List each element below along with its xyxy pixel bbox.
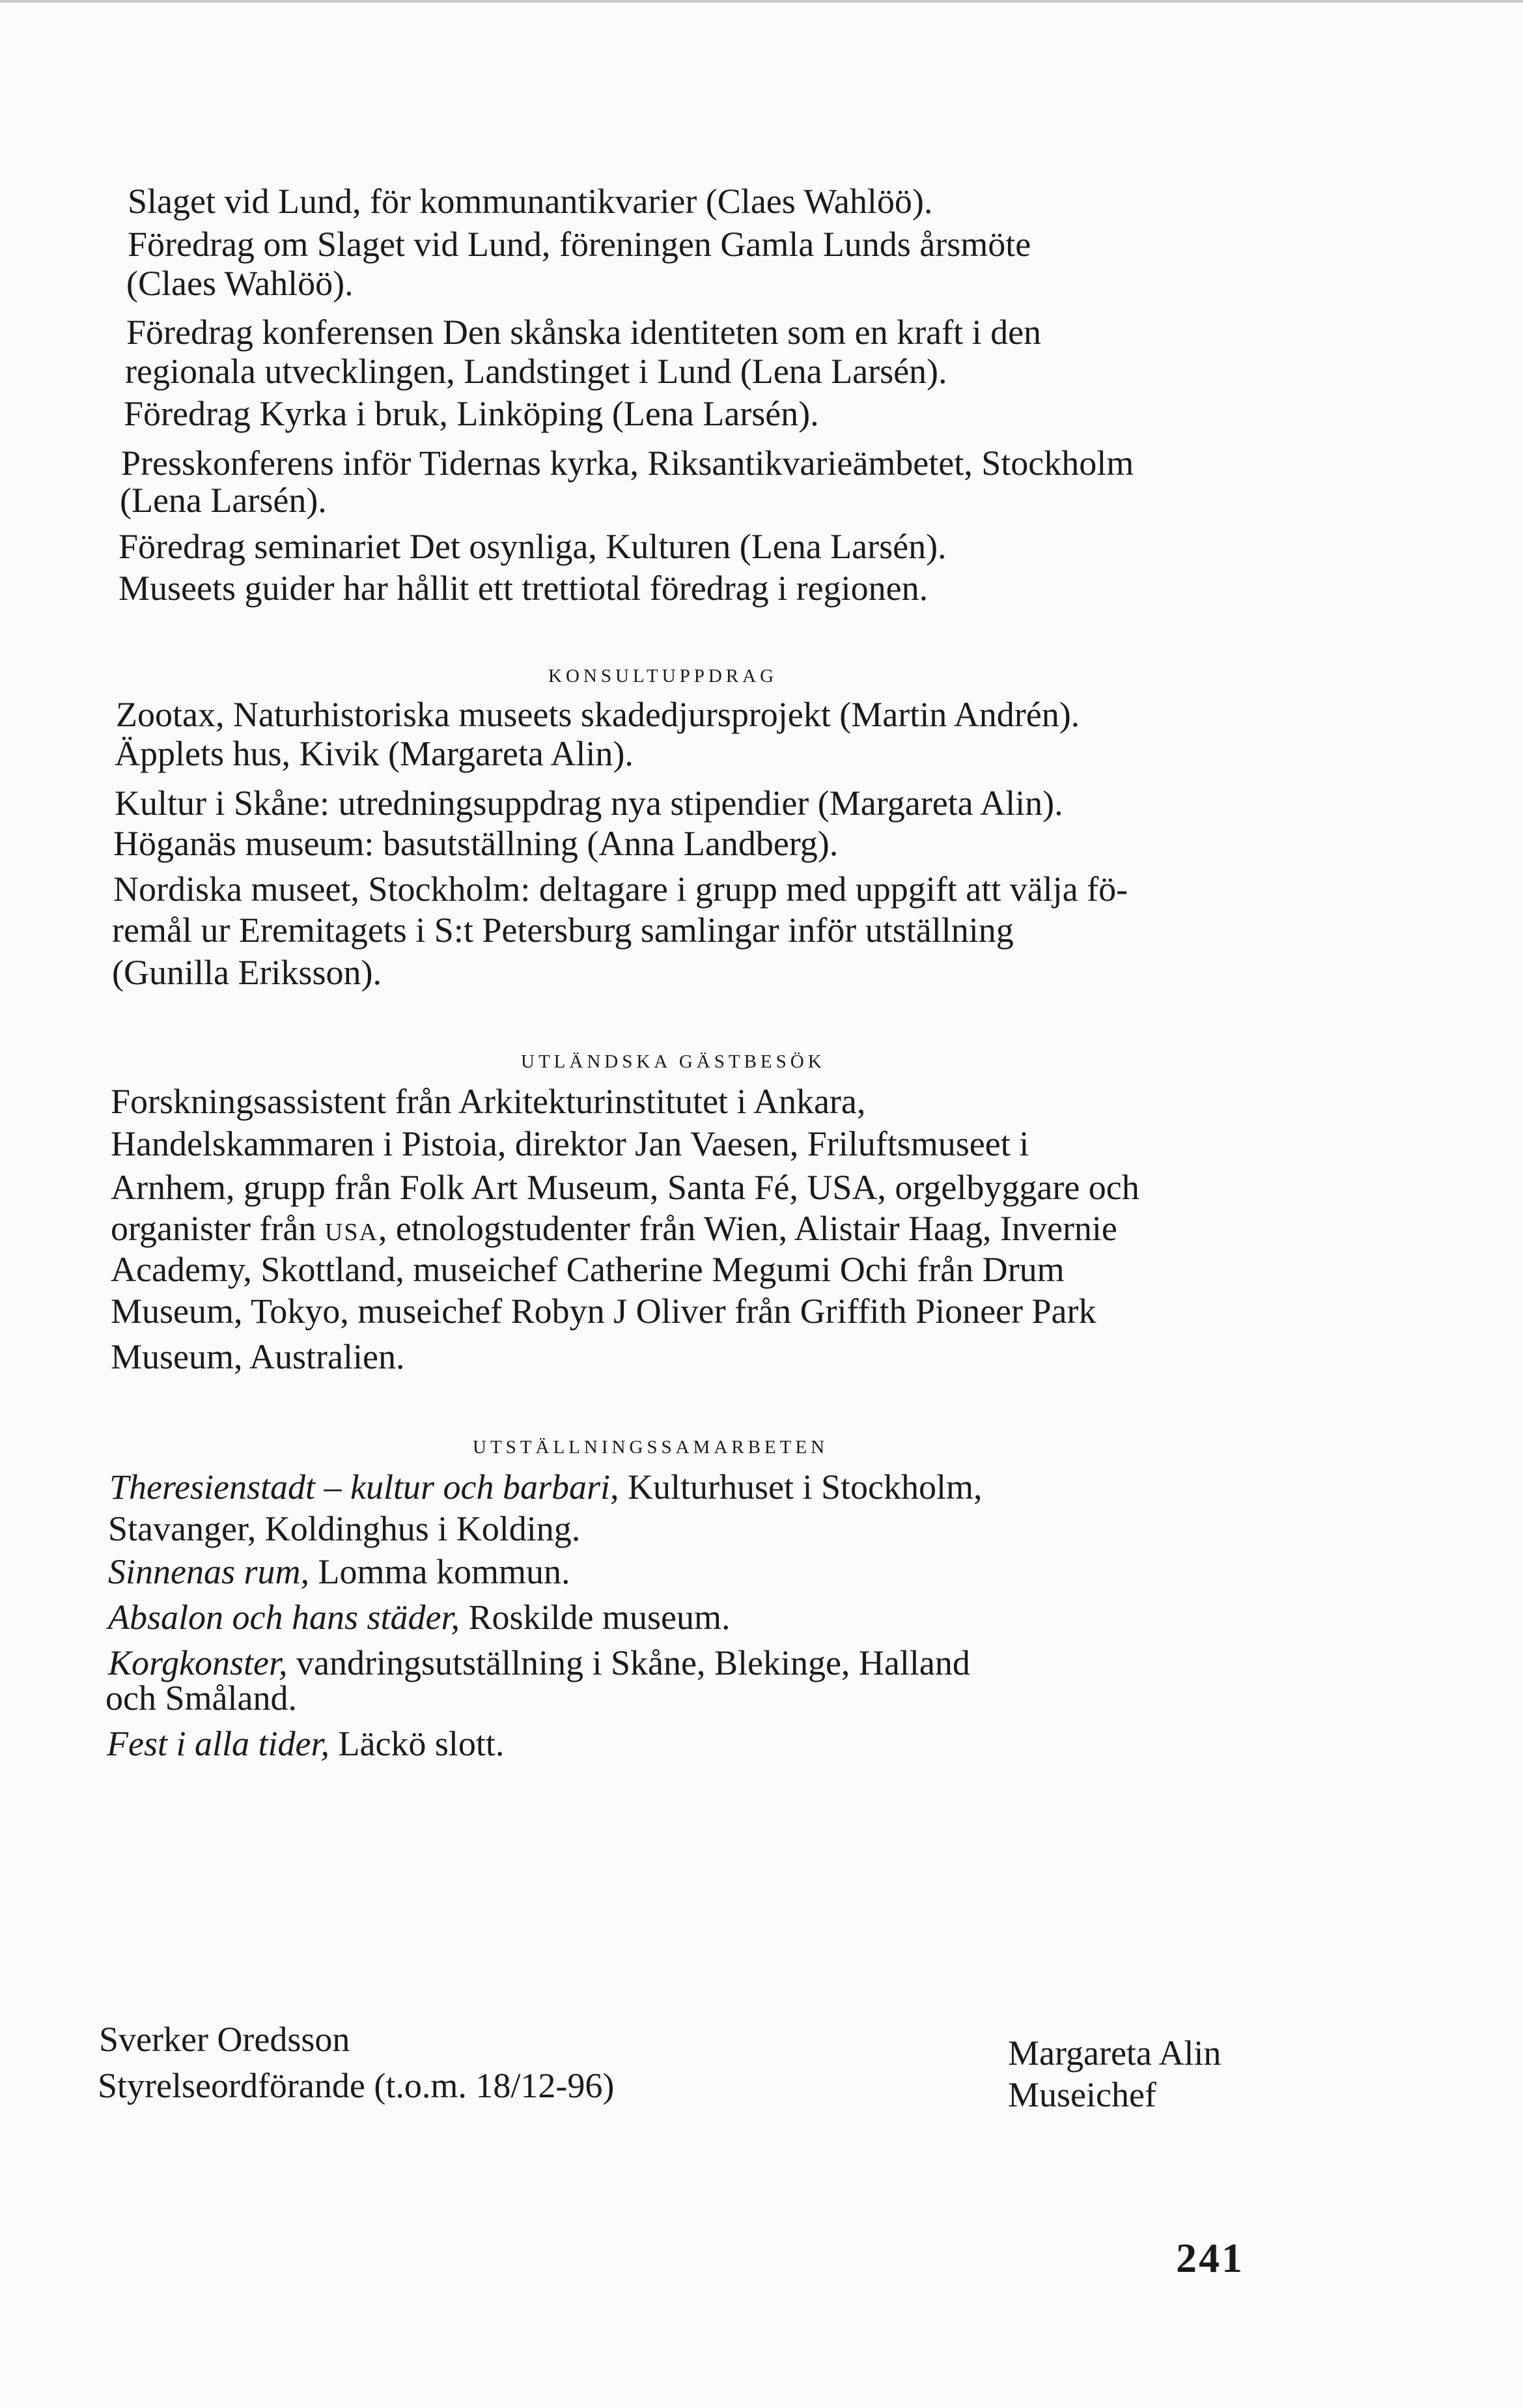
exhibition-venue: Roskilde museum.: [460, 1598, 731, 1637]
consult-line: Äpplets hus, Kivik (Margareta Alin).: [115, 734, 634, 773]
signatory-right-title: Museichef: [1008, 2075, 1156, 2114]
lecture-line: Föredrag Kyrka i bruk, Linköping (Lena Larsén).: [124, 394, 819, 433]
consult-line: Zootax, Naturhistoriska museets skadedjursprojekt (Martin Andrén).: [116, 695, 1080, 734]
consult-line: Kultur i Skåne: utredningsuppdrag nya stipendier (Margareta Alin).: [115, 784, 1063, 823]
guest-line: Forskningsassistent från Arkitekturinstitutet i Ankara,: [111, 1082, 866, 1121]
guest-line: Arnhem, grupp från Folk Art Museum, Santa Fé, USA, orgelbyggare och: [111, 1168, 1139, 1207]
guest-line: [111, 1207, 1117, 1254]
guest-text: , etnologstudenter från Wien, Alistair Haag, Invernie: [378, 1209, 1117, 1248]
exhibition-title: Korgkonster,: [108, 1643, 288, 1682]
guest-line: Handelskammaren i Pistoia, direktor Jan Vaesen, Friluftsmuseet i: [111, 1124, 1029, 1163]
section-heading: UTSTÄLLNINGSSAMARBETEN: [473, 1437, 829, 1458]
guest-line: Academy, Skottland, museichef Catherine Megumi Ochi från Drum: [111, 1250, 1065, 1289]
lecture-line: Slaget vid Lund, för kommunantikvarier (Claes Wahlöö).: [128, 182, 933, 221]
exhibition-title: Absalon och hans städer,: [108, 1598, 460, 1637]
section-heading: UTLÄNDSKA GÄSTBESÖK: [521, 1051, 826, 1072]
consult-line: Nordiska museet, Stockholm: deltagare i grupp med uppgift att välja fö-: [113, 870, 1128, 909]
exhibition-title: Theresienstadt – kultur och barbari,: [109, 1467, 619, 1507]
lecture-line: Föredrag seminariet Det osynliga, Kulturen (Lena Larsén).: [119, 527, 947, 566]
lecture-line: regionala utvecklingen, Landstinget i Lund (Lena Larsén).: [125, 352, 947, 391]
page-number: 241: [1176, 2235, 1244, 2281]
consult-line: remål ur Eremitagets i S:t Petersburg samlingar inför utställning: [112, 911, 1014, 950]
lecture-line: Föredrag konferensen Den skånska identiteten som en kraft i den: [126, 313, 1042, 352]
lecture-line: Museets guider har hållit ett trettiotal föredrag i regionen.: [119, 569, 929, 608]
lecture-line: (Claes Wahlöö).: [126, 264, 354, 303]
guest-line: Museum, Tokyo, museichef Robyn J Oliver från Griffith Pioneer Park: [111, 1292, 1097, 1331]
signatory-right-name: Margareta Alin: [1008, 2033, 1222, 2073]
consult-line: (Gunilla Eriksson).: [112, 953, 382, 992]
section-heading: KONSULTUPPDRAG: [548, 666, 778, 687]
lecture-line: Föredrag om Slaget vid Lund, föreningen Gamla Lunds årsmöte: [128, 225, 1031, 264]
consult-line: Höganäs museum: basutställning (Anna Landberg).: [113, 824, 839, 863]
guest-line: Museum, Australien.: [111, 1337, 405, 1376]
signatory-left-title: Styrelseordförande (t.o.m. 18/12-96): [98, 2066, 615, 2105]
exhibition-line: [105, 1677, 297, 1720]
exhibition-line: [108, 1507, 580, 1550]
exhibition-venue: och Småland.: [105, 1679, 297, 1718]
exhibition-venue: Läckö slott.: [329, 1724, 505, 1763]
signatory-left-name: Sverker Oredsson: [99, 2020, 350, 2059]
lecture-line: (Lena Larsén).: [120, 481, 327, 520]
exhibition-line: [107, 1722, 504, 1765]
lecture-line: Presskonferens inför Tidernas kyrka, Riksantikvarieämbetet, Stockholm: [121, 444, 1134, 483]
exhibition-venue: Kulturhuset i Stockholm,: [619, 1467, 983, 1507]
exhibition-title: Fest i alla tider,: [107, 1724, 329, 1763]
exhibition-venue: vandringsutställning i Skåne, Blekinge, Halland: [287, 1643, 970, 1682]
exhibition-venue: Lomma kommun.: [309, 1552, 570, 1591]
exhibition-title: Sinnenas rum,: [108, 1552, 309, 1591]
exhibition-venue: Stavanger, Koldinghus i Kolding.: [108, 1509, 581, 1548]
exhibition-line: [108, 1550, 570, 1593]
guest-text: organister från: [111, 1209, 316, 1248]
exhibition-line: [109, 1466, 982, 1509]
exhibition-line: [108, 1596, 731, 1639]
small-caps-usa: USA: [324, 1219, 378, 1246]
